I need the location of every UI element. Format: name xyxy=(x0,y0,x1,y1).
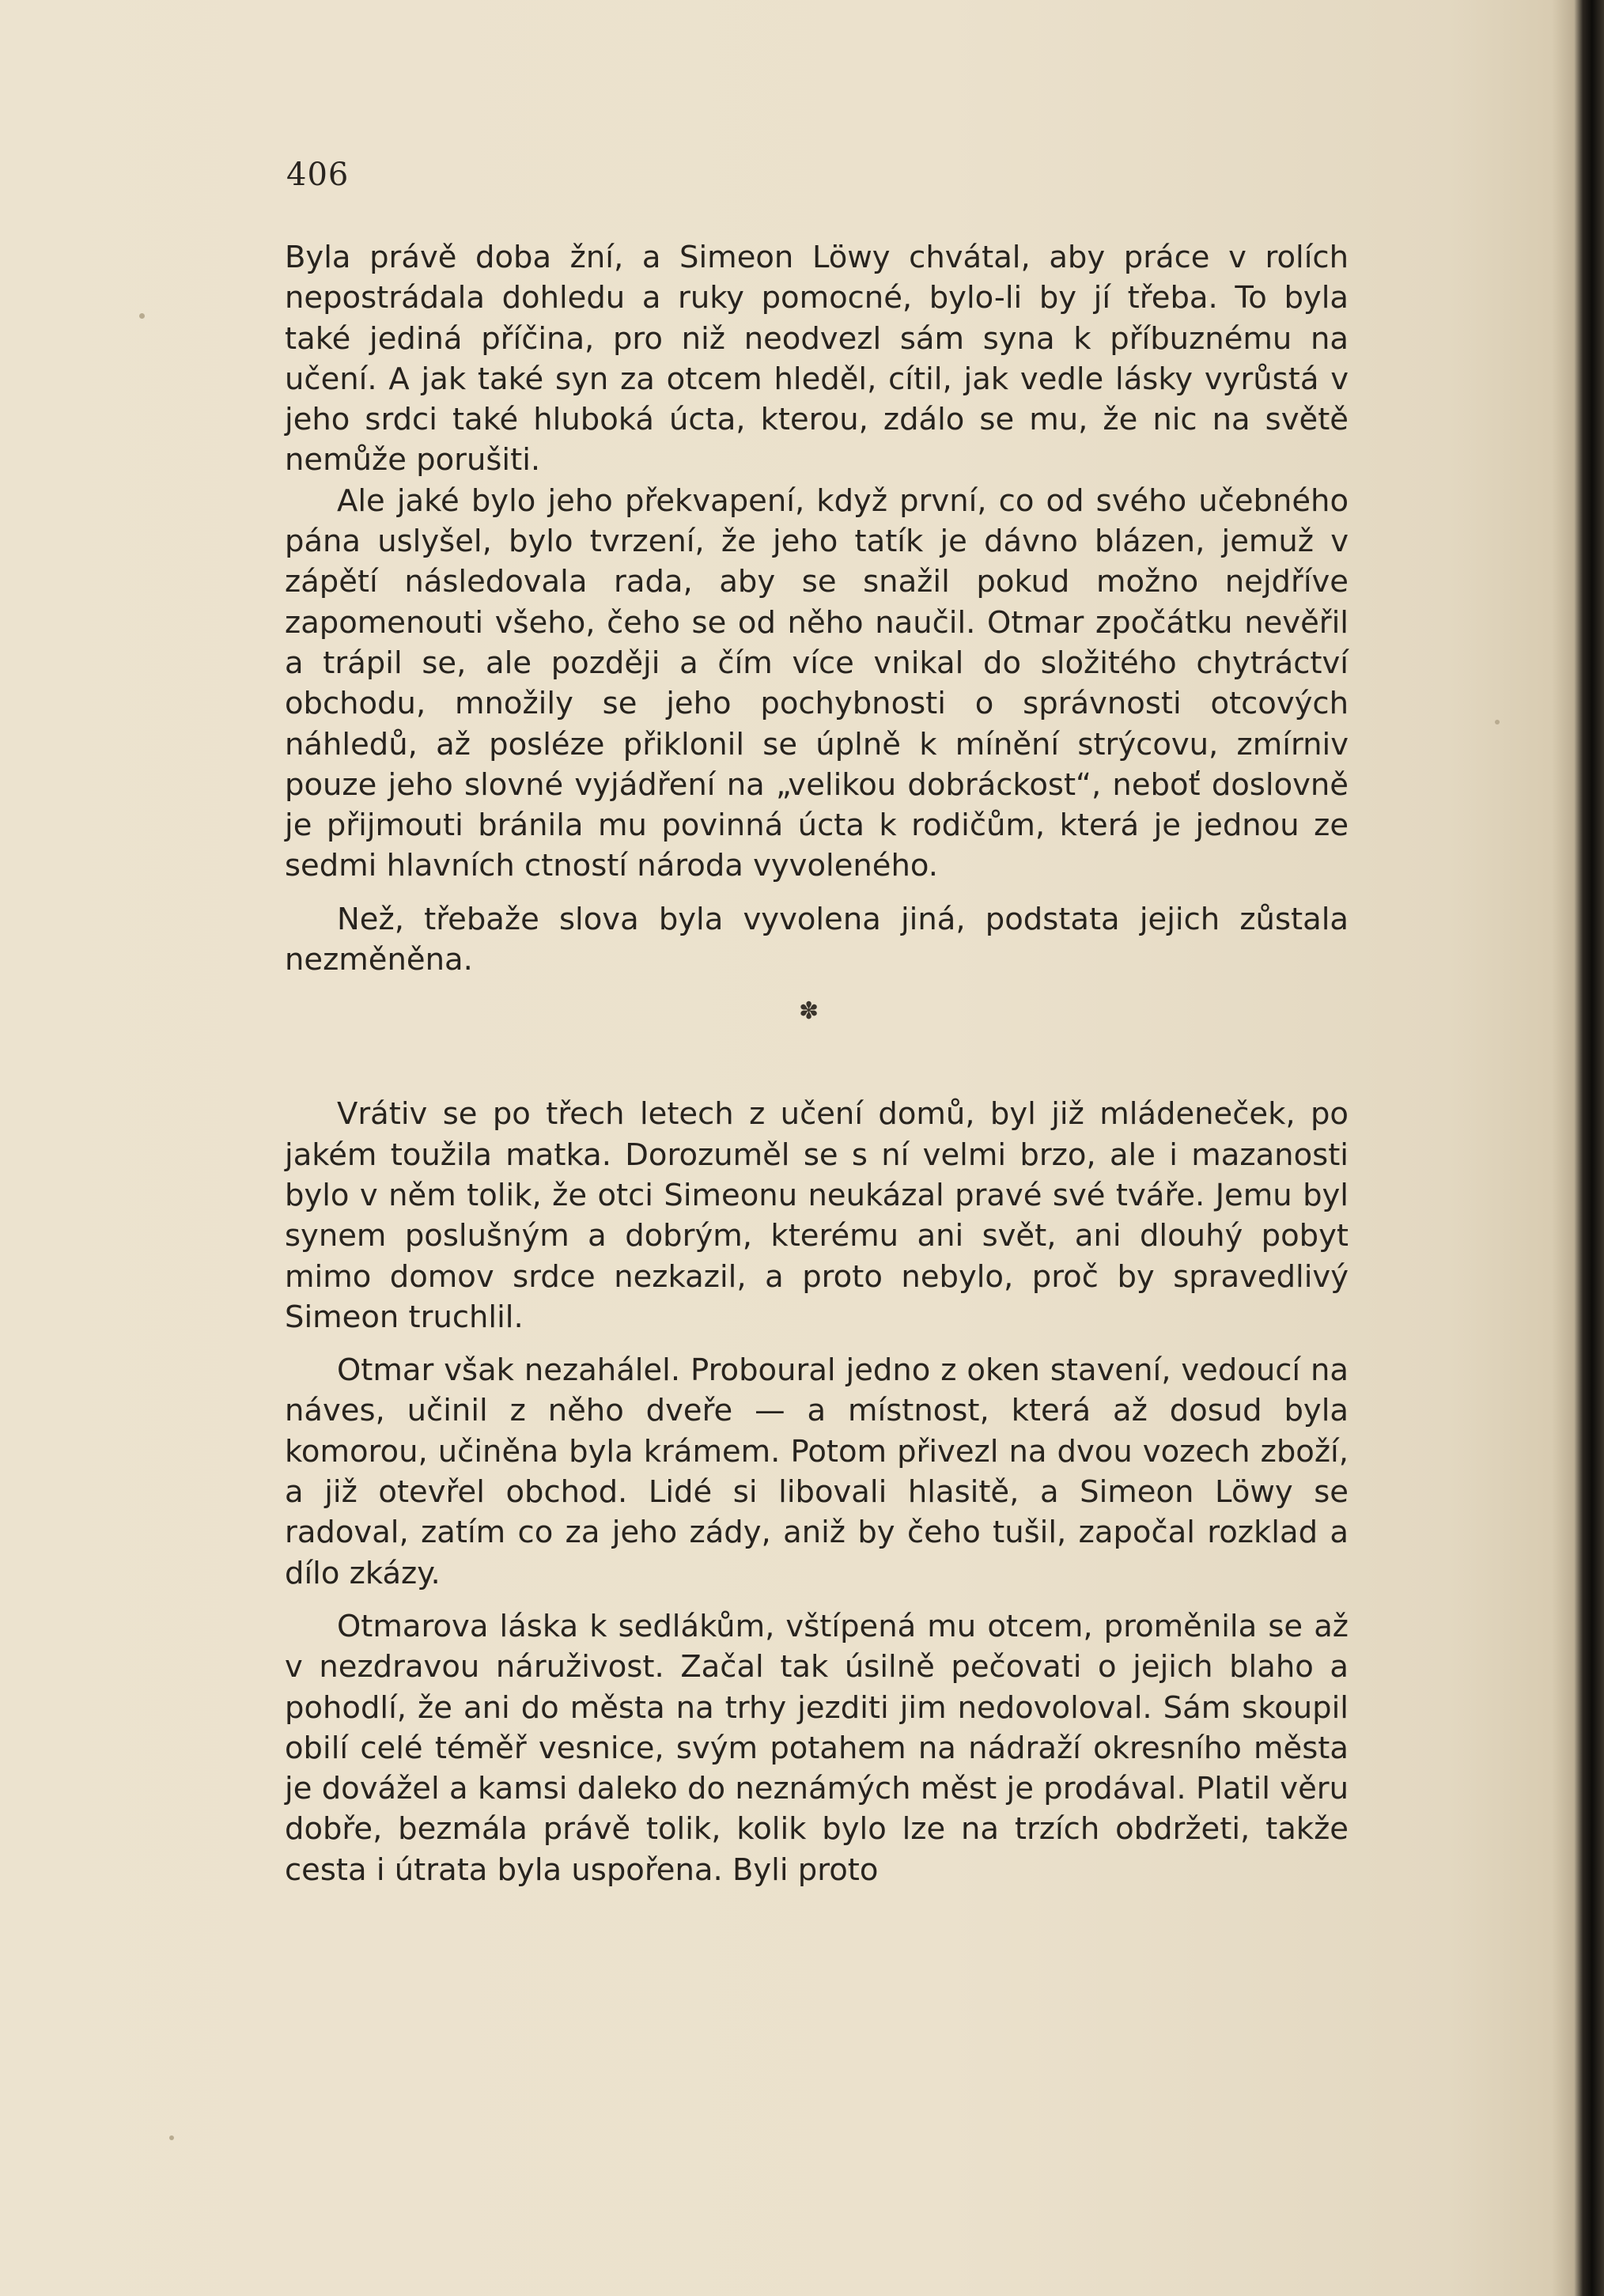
body-text xyxy=(285,237,1349,1890)
paragraph: Než, třebaže slova byla vyvolena jiná, podstata jejich zůstala nezměněna. xyxy=(285,901,1349,978)
paragraph: Vrátiv se po třech letech z učení domů, byl již mládeneček, po jakém toužila matka. Dorozuměl se s ní velmi brzo, ale i mazanosti bylo v něm tolik, že otci Simeonu neukázal pravé své tváře. Jemu byl synem poslušným a dobrým, kterému ani svět, ani dlouhý pobyt mimo domov srdce nezkazil, a proto nebylo, proč by spravedlivý Simeon truchlil. xyxy=(285,1096,1349,1335)
paragraph: Byla právě doba žní, a Simeon Löwy chvátal, aby práce v rolích nepostrádala dohledu a ruky pomocné, bylo-li by jí třeba. To byla také jediná příčina, pro niž neodvezl sám syna k příbuznému na učení. A jak také syn za otcem hleděl, cítil, jak vedle lásky vyrůstá v jeho srdci také hluboká úcta, kterou, zdálo se mu, že nic na světě nemůže porušiti. xyxy=(285,240,1349,478)
paragraph: Ale jaké bylo jeho překvapení, když první, co od svého učebného pána uslyšel, bylo tvrzení, že jeho tatík je dávno blázen, jemuž v zápětí následovala rada, aby se snažil pokud možno nejdříve zapomenouti všeho, čeho se od něho naučil. Otmar zpočátku nevěřil a trápil se, ale později a čím více vnikal do složitého chytráctví obchodu, množily se jeho pochybnosti o správnosti otcových náhledů, až posléze přiklonil se úplně k mínění strýcovu, zmírniv pouze jeho slovné vyjádření na „velikou dobráckost“, neboť doslovně je přijmouti bránila mu povinná úcta k rodičům, která je jednou ze sedmi hlavních ctností národa vyvoleného. xyxy=(285,482,1349,884)
section-break xyxy=(285,980,1349,1094)
paper-speck xyxy=(169,2135,174,2140)
page-number: 406 xyxy=(286,157,350,193)
paragraph: Otmarova láska k sedlákům, vštípená mu otcem, proměnila se až v nezdravou náruživost. Začal tak úsilně pečovati o jejich blaho a pohodlí, že ani do města na trhy jezditi jim nedovoloval. Sám skoupil obilí celé téměř vesnice, svým potahem na nádraží okresního města je dovážel a kamsi daleko do neznámých měst je prodával. Platil věru dobře, bezmála právě tolik, kolik bylo lze na trzích obdržeti, takže cesta i útrata byla uspořena. Byli proto xyxy=(285,1608,1349,1888)
section-break-symbol: ✽ xyxy=(799,997,819,1026)
book-edge-shadow xyxy=(1574,0,1604,2296)
paragraph: Otmar však nezahálel. Proboural jedno z oken stavení, vedoucí na náves, učinil z něho dveře — a místnost, která až dosud byla komorou, učiněna byla krámem. Potom přivezl na dvou vozech zboží, a již otevřel obchod. Lidé si libovali hlasitě, a Simeon Löwy se radoval, zatím co za jeho zády, aniž by čeho tušil, započal rozklad a dílo zkázy. xyxy=(285,1352,1349,1591)
paper-speck xyxy=(1495,720,1500,724)
paper-speck xyxy=(139,313,145,319)
page-edge-shadow xyxy=(1552,0,1574,2296)
